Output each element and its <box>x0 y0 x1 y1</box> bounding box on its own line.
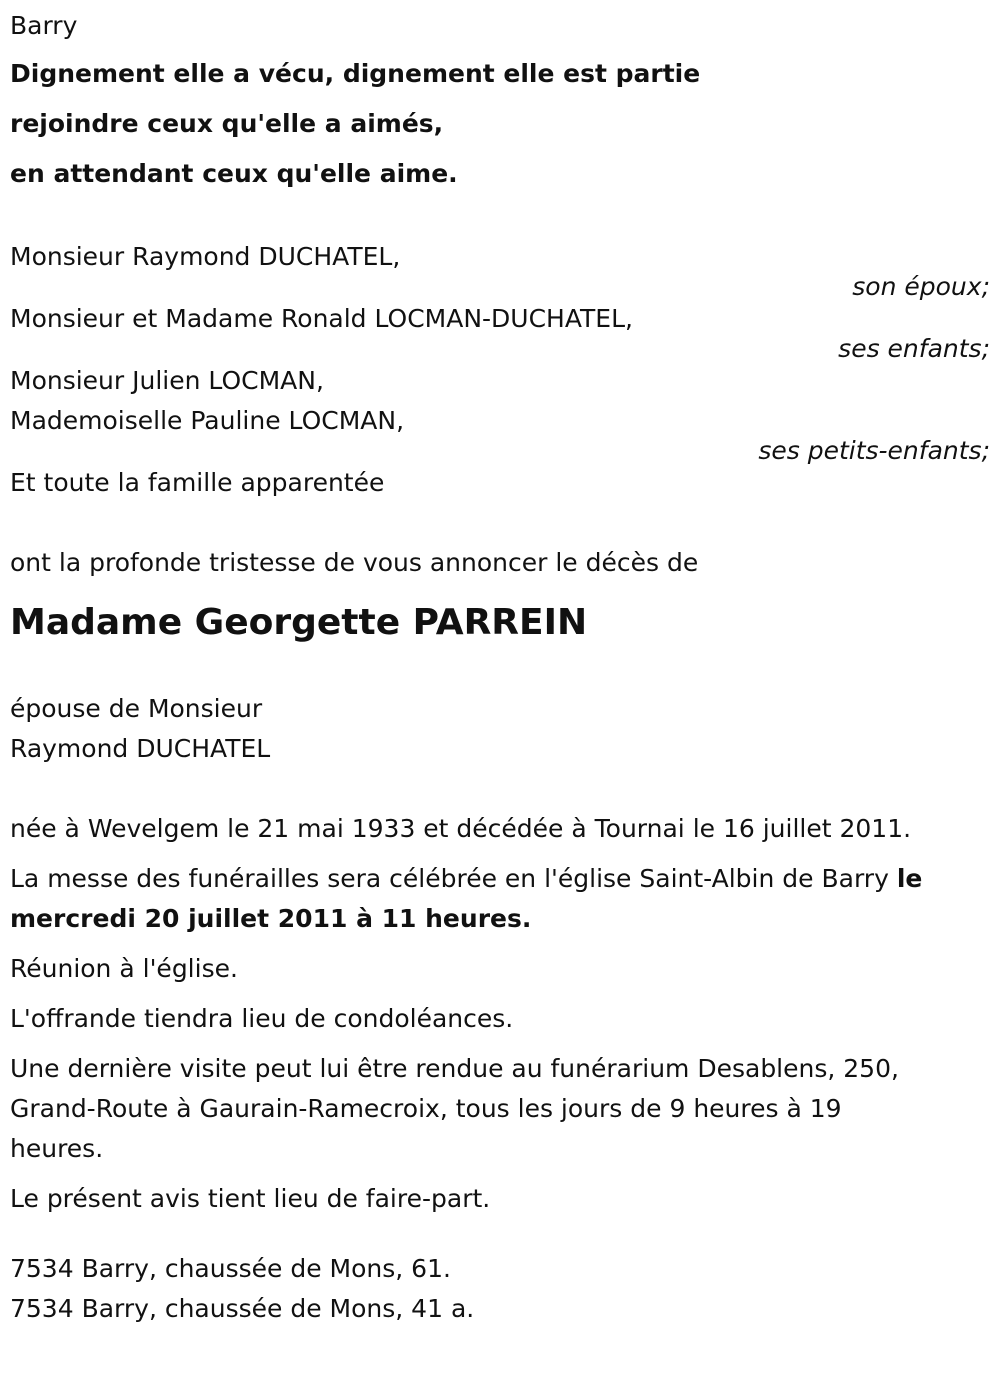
visit-info <box>10 1049 990 1169</box>
spacer <box>10 503 990 543</box>
family-name: Monsieur Raymond DUCHATEL, <box>10 242 401 271</box>
family-role: ses enfants; <box>838 334 990 363</box>
family-relatives: Et toute la famille apparentée <box>10 468 385 497</box>
family-list <box>10 237 990 503</box>
verse-line: rejoindre ceux qu'elle a aimés, <box>10 109 444 138</box>
spacer <box>10 204 990 237</box>
offering-info: L'offrande tiendra lieu de condoléances. <box>10 1004 514 1033</box>
address-line: 7534 Barry, chaussée de Mons, 61. <box>10 1254 451 1283</box>
family-entry-grandchildren <box>10 361 990 463</box>
deceased-spouse-line: Raymond DUCHATEL <box>10 734 271 763</box>
notice-info: Le présent avis tient lieu de faire-part. <box>10 1184 491 1213</box>
verse-line: en attendant ceux qu'elle aime. <box>10 159 458 188</box>
mass-date: mercredi 20 juillet 2011 à 11 heures. <box>10 904 532 933</box>
header-location: Barry <box>10 11 78 40</box>
family-role: ses petits-enfants; <box>758 436 990 465</box>
visit-line: heures. <box>10 1134 104 1163</box>
family-name: Mademoiselle Pauline LOCMAN, <box>10 406 405 435</box>
mass-text: La messe des funérailles sera célébrée en l'église Saint-Albin de Barry <box>10 864 897 893</box>
spacer <box>10 769 990 809</box>
address-line: 7534 Barry, chaussée de Mons, 41 a. <box>10 1294 475 1323</box>
visit-line: Une dernière visite peut lui être rendue au funérarium Desablens, 250, <box>10 1054 899 1083</box>
verse <box>10 54 990 204</box>
spacer <box>10 645 990 689</box>
deceased-spouse-line: épouse de Monsieur <box>10 694 263 723</box>
family-entry-children <box>10 299 990 361</box>
family-entry-spouse <box>10 237 990 299</box>
family-role: son époux; <box>852 272 990 301</box>
verse-line: Dignement elle a vécu, dignement elle est partie <box>10 59 701 88</box>
family-name: Monsieur et Madame Ronald LOCMAN-DUCHATEL, <box>10 304 633 333</box>
birth-death-dates: née à Wevelgem le 21 mai 1933 et décédée à Tournai le 16 juillet 2011. <box>10 814 912 843</box>
announcement: ont la profonde tristesse de vous annoncer le décès de <box>10 548 699 577</box>
mass-date-first: le <box>896 864 923 893</box>
visit-line: Grand-Route à Gaurain-Ramecroix, tous les jours de 9 heures à 19 <box>10 1094 842 1123</box>
meeting-info: Réunion à l'église. <box>10 954 238 983</box>
funeral-mass <box>10 859 990 939</box>
deceased-name: Madame Georgette PARREIN <box>10 602 588 643</box>
spacer <box>10 1219 990 1249</box>
family-name: Monsieur Julien LOCMAN, <box>10 366 324 395</box>
